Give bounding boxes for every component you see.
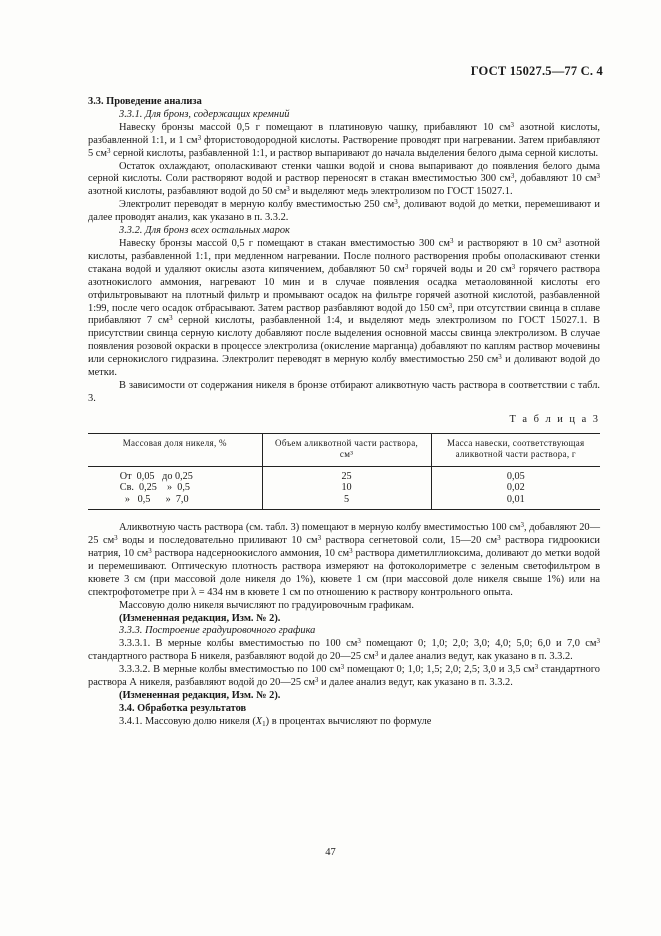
table-cell: От 0,05 до 0,25 (119, 470, 193, 482)
subsection-heading-3-3-3: 3.3.3. Построение градуировочного графика (119, 625, 316, 637)
paragraph: Навеску бронзы массой 0,5 г помещают в стакан вместимостью 300 $см^3$ и растворяют в 10 $см^3$ азотной кислоты, разбавленной 1:1, при медленном нагревании. После полного растворения пробы ополаскивают стенки стакана водой и удаляют окислы азота кипячением, добавляют 50 $см^3$ горячей воды и 20 $см^3$ горячего раствора азотнокислого аммония, нагревают 10 мин и в случае появления осадка метаоловянной кислоты его отфильтровывают на плотный фильтр и промывают осадок на фильтре горячей азотной кислотой, разбавленной 1:99, после чего осадок отбрасывают. Затем раствор разбавляют водой до 150 $см^3$, при отсутствии свинца в сплаве прибавляют 7 $см^3$ серной кислоты, разбавленной 1:4, и выделяют медь электролизом по ГОСТ 15027.1. В присутствии свинца серную кислоту добавляют после выделения основной массы свинца электролизом. В случае появления розовой окраски в процессе электролиза (окисление марганца) добавляют по каплям раствор мочевины или сернокислого гидразина. Электролит переводят в мерную колбу вместимостью 250 $см^3$ и доливают водой до метки. (88, 236, 600, 379)
table-cell: Св. 0,25 » 0,5 (119, 482, 190, 494)
section-heading-3-3: 3.3. Проведение анализа (88, 96, 202, 107)
paragraph: Массовую долю никеля вычисляют по градуировочным графикам. (119, 599, 414, 611)
paragraph: Аликвотную часть раствора (см. табл. 3) помещают в мерную колбу вместимостью 100 $см^3$, добавляют 20—25 $см^3$ воды и последовательно приливают 10 $см^3$ раствора сегнетовой соли, 15—20 $см^3$ раствора гидроокиси натрия, 10 $см^3$ раствора надсерноокислого аммония, 10 $см^3$ раствора диметилглиоксима, доливают до метки водой и перемешивают. Оптическую плотность раствора измеряют на фотоколориметре с зеленым светофильтром в кювете 3 см (при массовой доле никеля до 1%), кювете 1 см (при массовой доле никеля свыше 1%) или на спектрофотометре при λ = 434 нм в кювете 1 см по отношению к раствору контрольного опыта. (88, 521, 601, 598)
table-cell: 5 (262, 494, 431, 510)
table-row (88, 482, 600, 494)
section-heading-3-4: 3.4. Обработка результатов (119, 702, 247, 714)
page-number: 47 (325, 847, 336, 858)
paragraph: 3.3.3.1. В мерные колбы вместимостью по 100 $см^3$ помещают 0; 1,0; 2,0; 3,0; 4,0; 5,0; 6,0 и 7,0 $см^3$ стандартного раствора Б никеля, разбавляют водой до 20—25 $см^3$ и далее анализ ведут, как указано в п. 3.3.2. (88, 637, 600, 663)
table-cell: 0,02 (431, 482, 600, 494)
document-body (88, 96, 600, 729)
paragraph: Остаток охлаждают, ополаскивают стенки чашки водой и снова выпаривают до появления белого дыма серной кислоты. Соли растворяют водой и раствор переносят в стакан вместимостью 300 $см^3$, добавляют 10 $см^3$ азотной кислоты, разбавляют водой до 50 $см^3$ и выделяют медь электролизом по ГОСТ 15027.1. (88, 160, 600, 198)
table-cell: 0,05 (431, 466, 600, 482)
table-header-cell: Объем аликвотной части раствора, см³ (262, 433, 431, 466)
paragraph: 3.4.1. Массовую долю никеля (X1) в процентах вычисляют по формуле (119, 715, 432, 728)
paragraph: В зависимости от содержания никеля в бронзе отбирают аликвотную часть раствора в соответствии с табл. 3. (88, 379, 600, 404)
nickel-table (88, 433, 600, 511)
paragraph: 3.3.3.2. В мерные колбы вместимостью по 100 $см^3$ помещают 0; 1,0; 1,5; 2,0; 2,5; 3,0 и 3,5 $см^3$ стандартного раствора А никеля, разбавляют водой до 20—25 $см^3$ и далее анализ ведут, как указано в п. 3.3.2. (88, 663, 600, 689)
table-header-cell: Массовая доля никеля, % (88, 433, 262, 466)
paragraph: Навеску бронзы массой 0,5 г помещают в платиновую чашку, прибавляют 10 $см^3$ азотной кислоты, разбавленной 1:1, и 1 $см^3$ фтористоводородной кислоты. Растворение проводят при нагревании. Затем прибавляют 5 $см^3$ серной кислоты, разбавленной 1:1, и раствор выпаривают до начала выделения белого дыма серной кислоты. (88, 120, 600, 159)
table-cell: 25 (262, 466, 431, 482)
subsection-heading-3-3-1: 3.3.1. Для бронз, содержащих кремний (119, 108, 290, 120)
table-row (88, 466, 600, 482)
amendment-note: (Измененная редакция, Изм. № 2). (119, 612, 281, 624)
table-cell: 10 (262, 482, 431, 494)
amendment-note: (Измененная редакция, Изм. № 2). (119, 689, 281, 701)
table-cell: 0,01 (431, 494, 600, 510)
table-row (88, 494, 600, 510)
table-cell: » 0,5 » 7,0 (119, 493, 189, 505)
paragraph: Электролит переводят в мерную колбу вместимостью 250 $см^3$, доливают водой до метки, перемешивают и далее проводят анализ, как указано в п. 3.3.2. (88, 198, 600, 224)
table-caption: Т а б л и ц а 3 (509, 413, 600, 425)
subsection-heading-3-3-2: 3.3.2. Для бронз всех остальных марок (119, 225, 290, 237)
table-header-cell: Масса навески, соответствующая аликвотной части раствора, г (431, 433, 600, 466)
document-header: ГОСТ 15027.5—77 С. 4 (470, 64, 603, 78)
